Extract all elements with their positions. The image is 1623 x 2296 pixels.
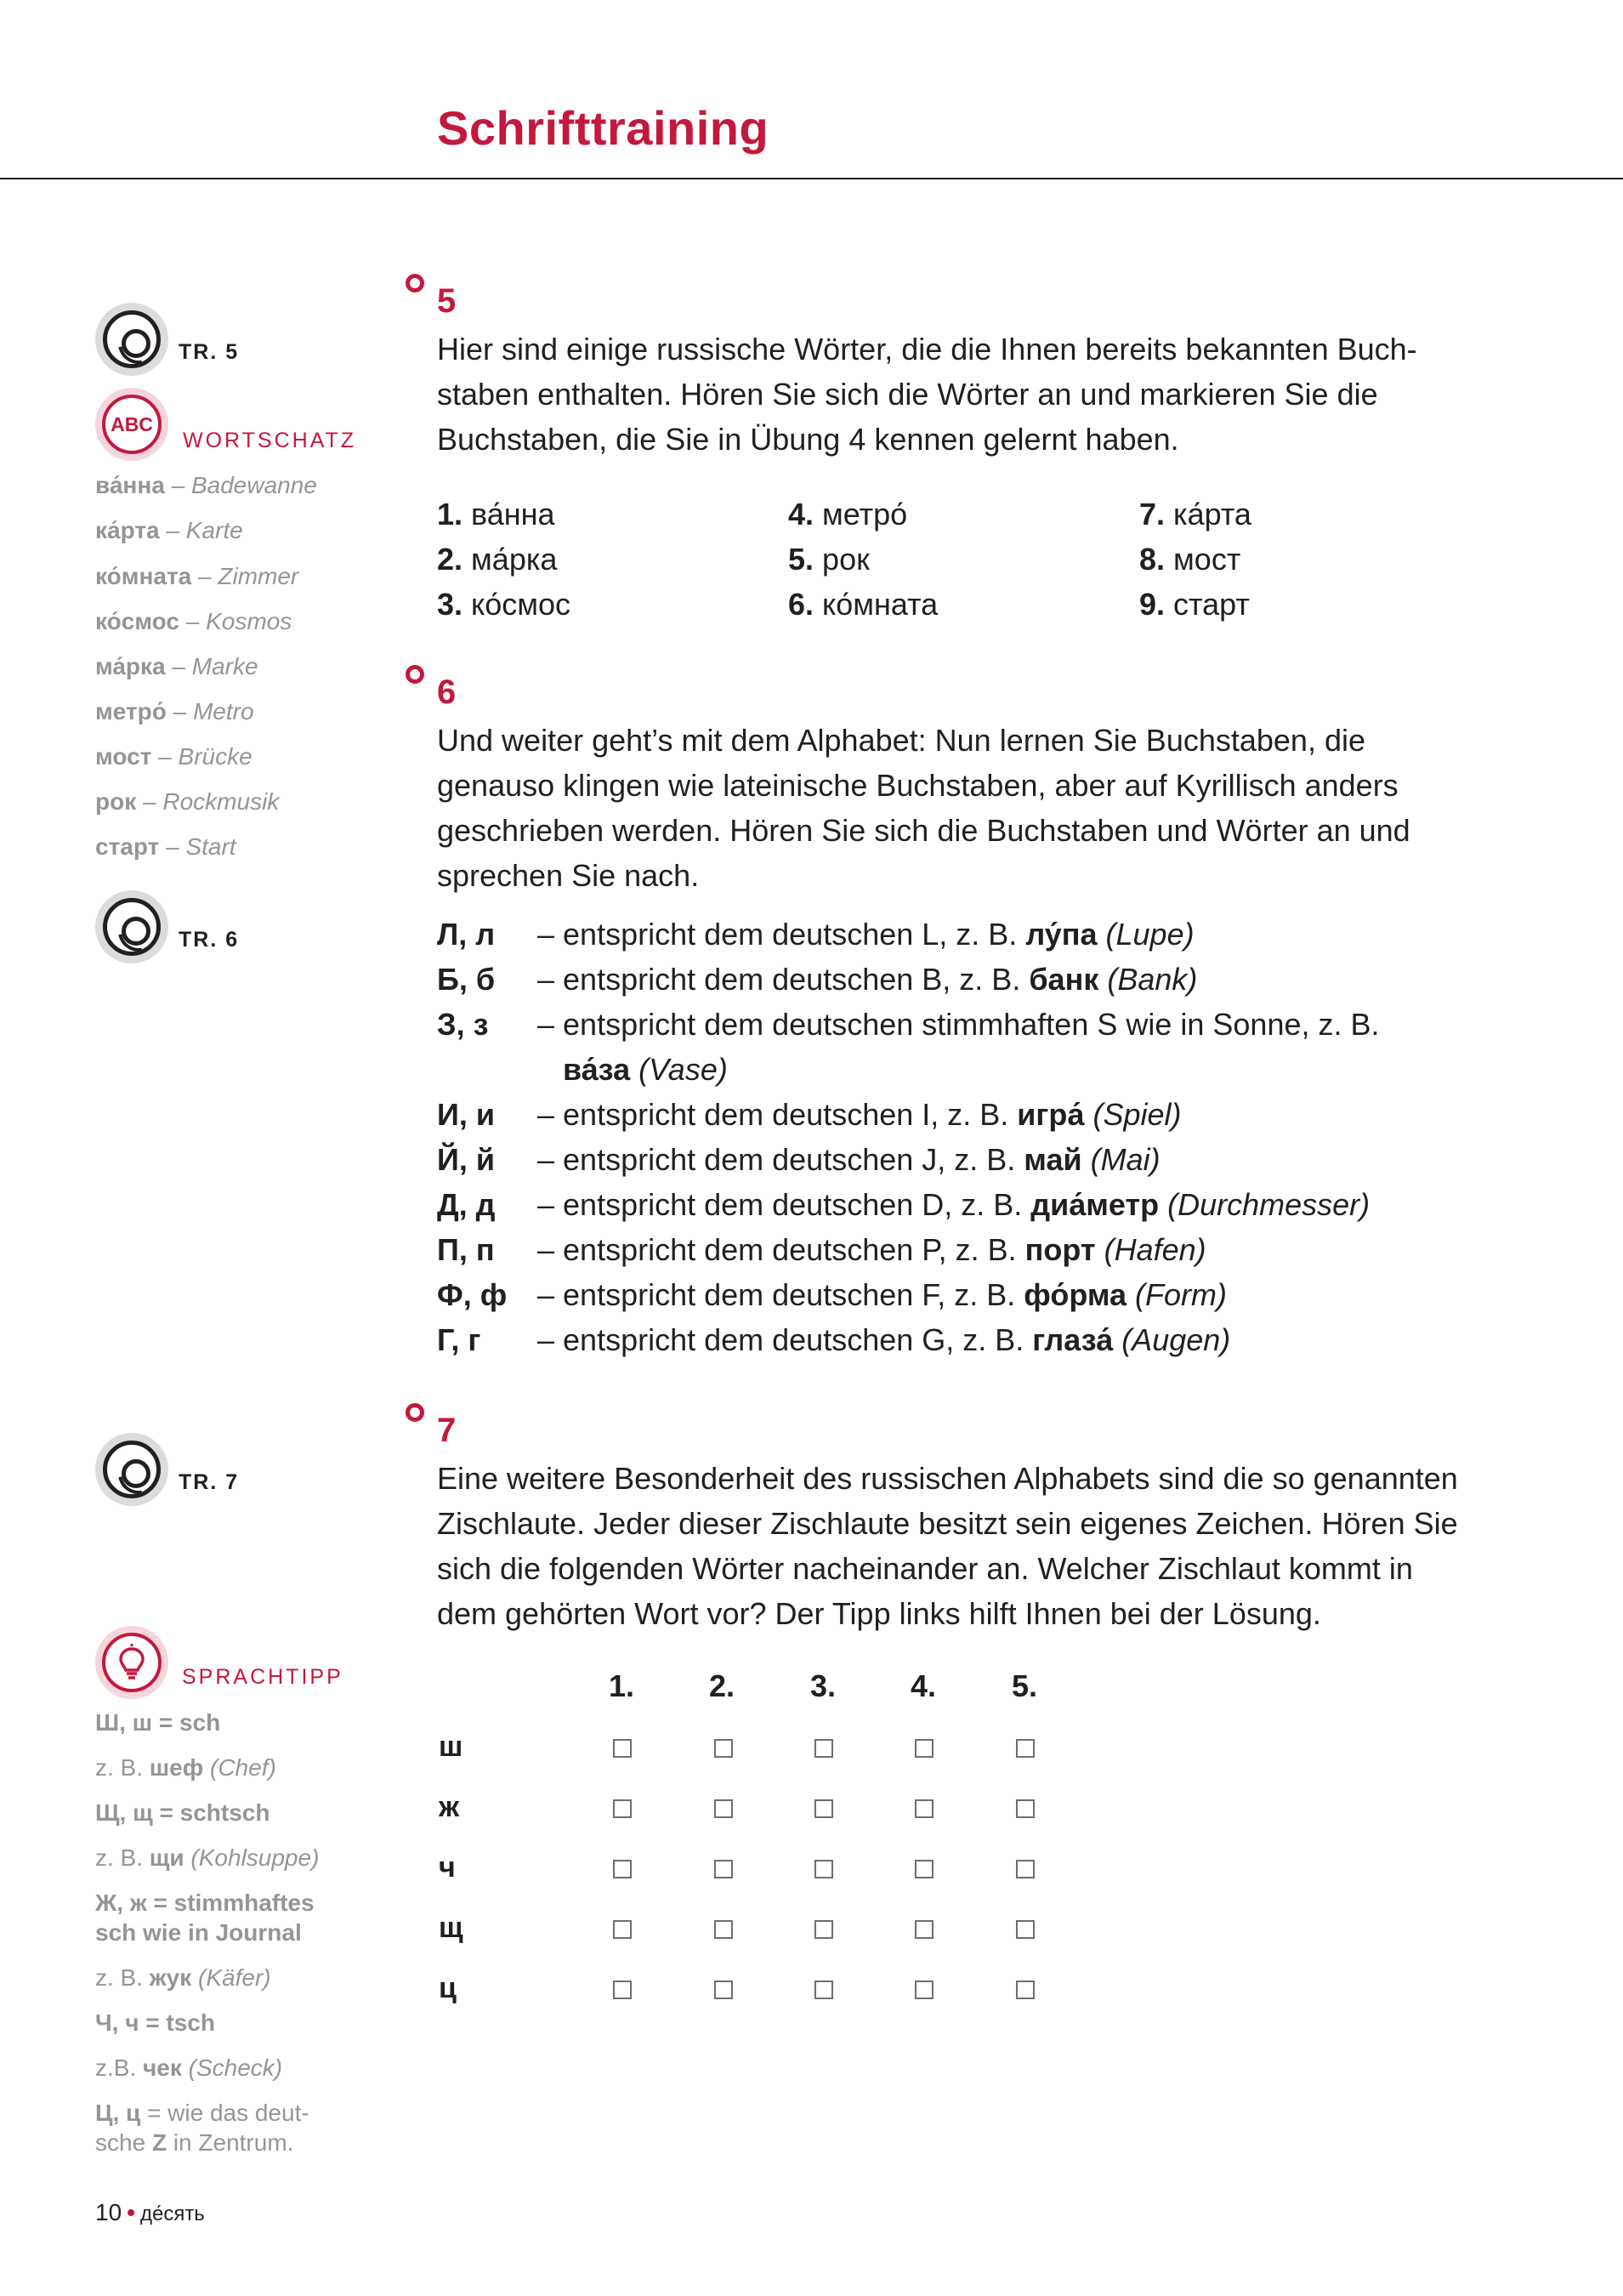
letter-pair: Ф, ф bbox=[437, 1277, 508, 1312]
letter-pair: Д, д bbox=[437, 1187, 496, 1222]
letter-description: – entspricht dem deutschen I, z. B. игра́ (Spiel) bbox=[537, 1097, 1182, 1132]
vocab-item: метро́ – Metro bbox=[95, 698, 254, 725]
vocab-item: ва́нна – Badewanne bbox=[95, 472, 317, 498]
word-list-item: 8. мост bbox=[1139, 542, 1241, 577]
answer-checkbox[interactable] bbox=[814, 1799, 833, 1818]
wortschatz-heading: WORTSCHATZ bbox=[183, 429, 357, 452]
answer-checkbox[interactable] bbox=[613, 1981, 632, 1999]
word-list-item: 7. ка́рта bbox=[1139, 497, 1251, 531]
answer-checkbox[interactable] bbox=[613, 1860, 632, 1878]
answer-checkbox[interactable] bbox=[915, 1739, 934, 1758]
vocab-item: рок – Rockmusik bbox=[95, 788, 280, 815]
word-list-item: 3. ко́смос bbox=[437, 587, 570, 622]
tip-line: Щ, щ = schtsch bbox=[95, 1799, 270, 1826]
grid-row-header: ж bbox=[439, 1791, 460, 1823]
grid-column-header: 2. bbox=[709, 1668, 735, 1703]
lightbulb-icon bbox=[115, 1644, 149, 1681]
exercise-5-instructions: Hier sind einige russische Wörter, die die Ihnen bereits bekannten Buch- staben enthalten. Hören Sie sich die Wörter an und markieren Sie die Buchstaben, die Sie in Übung 4 kennen gelernt haben. bbox=[437, 332, 1417, 457]
answer-checkbox[interactable] bbox=[814, 1920, 833, 1939]
letter-pair: Б, б bbox=[437, 962, 496, 997]
answer-checkbox[interactable] bbox=[613, 1920, 632, 1939]
letter-pair: Й, й bbox=[437, 1142, 496, 1177]
audio-cd-icon[interactable] bbox=[95, 303, 168, 376]
answer-checkbox[interactable] bbox=[714, 1799, 733, 1818]
letter-description: – entspricht dem deutschen F, z. B. фо́рма (Form) bbox=[537, 1277, 1227, 1312]
answer-checkbox[interactable] bbox=[814, 1739, 833, 1758]
exercise-6-instructions: Und weiter geht’s mit dem Alphabet: Nun lernen Sie Buchstaben, die genauso klingen wie lateinische Buchstaben, aber auf Kyrillisch anders geschrieben werden. Hören Sie sich die Buchstaben und Wörter an und sprechen Sie nach. bbox=[437, 723, 1410, 893]
tip-line: z. B. жук (Käfer) bbox=[95, 1964, 271, 1991]
grid-row-header: ш bbox=[439, 1731, 463, 1763]
grid-row-header: ц bbox=[439, 1972, 457, 2004]
exercise-7-instructions: Eine weitere Besonderheit des russischen Alphabets sind die so genannten Zischlaute. Jeder dieser Zischlaute besitzt sein eigenes Zeichen. Hören Sie sich die folgenden Wörter nacheinander an. Welcher Zischlaut kommt in dem gehörten Wort vor? Der Tipp links hilft Ihnen bei der Lösung. bbox=[437, 1461, 1458, 1631]
page-number: 10 • де́сять bbox=[95, 2199, 205, 2225]
track-label-6: TR. 6 bbox=[179, 928, 240, 952]
tip-line: Ш, ш = sch bbox=[95, 1709, 221, 1736]
lightbulb-tip-icon bbox=[95, 1626, 168, 1699]
abc-icon-text: ABC bbox=[111, 412, 153, 435]
vocab-item: ко́мната – Zimmer bbox=[95, 563, 299, 589]
track-label-5: TR. 5 bbox=[179, 340, 240, 364]
letter-description: – entspricht dem deutschen G, z. B. глаза́ (Augen) bbox=[537, 1322, 1231, 1357]
grid-column-header: 5. bbox=[1012, 1668, 1038, 1703]
exercise-number: 6 bbox=[437, 673, 457, 711]
exercise-marker-icon bbox=[406, 1403, 424, 1422]
letter-pair: П, п bbox=[437, 1232, 495, 1267]
answer-checkbox[interactable] bbox=[1016, 1981, 1035, 1999]
tip-line: Ч, ч = tsch bbox=[95, 2009, 215, 2036]
grid-column-header: 4. bbox=[911, 1668, 937, 1703]
letter-pair: Л, л bbox=[437, 917, 496, 952]
grid-column-header: 3. bbox=[810, 1668, 837, 1703]
grid-row-header: ч bbox=[439, 1851, 456, 1884]
answer-checkbox[interactable] bbox=[1016, 1739, 1035, 1758]
letter-pair: Г, г bbox=[437, 1322, 481, 1357]
audio-cd-icon[interactable] bbox=[95, 1433, 168, 1506]
letter-pair: З, з bbox=[437, 1007, 489, 1042]
tip-line: z. B. шеф (Chef) bbox=[95, 1754, 276, 1781]
answer-checkbox[interactable] bbox=[1016, 1860, 1035, 1878]
grid-column-header: 1. bbox=[609, 1668, 635, 1703]
tip-line: Ц, ц = wie das deut- sche Z in Zentrum. bbox=[95, 2100, 309, 2156]
track-label-7: TR. 7 bbox=[179, 1470, 240, 1494]
vocab-item: ко́смос – Kosmos bbox=[95, 608, 292, 634]
tip-line: z. B. щи (Kohlsuppe) bbox=[95, 1844, 320, 1871]
answer-checkbox[interactable] bbox=[714, 1739, 733, 1758]
tip-line: Ж, ж = stimmhaftes sch wie in Journal bbox=[95, 1890, 315, 1946]
answer-checkbox[interactable] bbox=[915, 1981, 934, 1999]
page-title: Schrifttraining bbox=[437, 101, 769, 155]
grid-row-header: щ bbox=[439, 1912, 463, 1944]
answer-checkbox[interactable] bbox=[915, 1799, 934, 1818]
answer-checkbox[interactable] bbox=[714, 1860, 733, 1878]
answer-checkbox[interactable] bbox=[714, 1981, 733, 1999]
answer-checkbox[interactable] bbox=[1016, 1920, 1035, 1939]
letter-description: – entspricht dem deutschen L, z. B. лу́па (Lupe) bbox=[537, 917, 1195, 952]
word-list-item: 1. ва́нна bbox=[437, 497, 555, 531]
word-list-item: 2. ма́рка bbox=[437, 542, 558, 577]
exercise-marker-icon bbox=[406, 274, 424, 293]
answer-checkbox[interactable] bbox=[714, 1920, 733, 1939]
exercise-number: 7 bbox=[437, 1412, 457, 1449]
letter-description: – entspricht dem deutschen B, z. B. банк (Bank) bbox=[537, 962, 1198, 997]
vocab-item: старт – Start bbox=[95, 833, 236, 860]
letter-description: – entspricht dem deutschen stimmhaften S wie in Sonne, z. B. bbox=[537, 1007, 1380, 1042]
answer-checkbox[interactable] bbox=[814, 1981, 833, 1999]
audio-cd-icon[interactable] bbox=[95, 890, 168, 963]
exercise-marker-icon bbox=[406, 665, 424, 684]
exercise-number: 5 bbox=[437, 282, 457, 320]
answer-checkbox[interactable] bbox=[613, 1799, 632, 1818]
letter-description-continued: ва́за (Vase) bbox=[563, 1052, 728, 1087]
answer-checkbox[interactable] bbox=[613, 1739, 632, 1758]
answer-checkbox[interactable] bbox=[915, 1920, 934, 1939]
answer-checkbox[interactable] bbox=[915, 1860, 934, 1878]
letter-pair: И, и bbox=[437, 1097, 496, 1132]
letter-description: – entspricht dem deutschen P, z. B. порт (Hafen) bbox=[537, 1232, 1206, 1267]
letter-description: – entspricht dem deutschen D, z. B. диа́метр (Durchmesser) bbox=[537, 1187, 1370, 1222]
letter-description: – entspricht dem deutschen J, z. B. май (Mai) bbox=[537, 1142, 1161, 1177]
sprachtipp-heading: SPRACHTIPP bbox=[182, 1665, 343, 1689]
abc-vocabulary-icon bbox=[95, 388, 168, 461]
answer-checkbox[interactable] bbox=[814, 1860, 833, 1878]
vocab-item: ка́рта – Karte bbox=[95, 517, 243, 543]
tip-line: z.B. чек (Scheck) bbox=[95, 2054, 283, 2081]
word-list-item: 5. рок bbox=[788, 542, 870, 577]
word-list-item: 9. старт bbox=[1139, 587, 1250, 622]
vocab-item: ма́рка – Marke bbox=[95, 653, 258, 679]
title-divider bbox=[0, 178, 1623, 179]
word-list-item: 4. метро́ bbox=[788, 497, 908, 531]
vocab-item: мост – Brücke bbox=[95, 743, 253, 770]
word-list-item: 6. ко́мната bbox=[788, 587, 939, 622]
answer-checkbox[interactable] bbox=[1016, 1799, 1035, 1818]
